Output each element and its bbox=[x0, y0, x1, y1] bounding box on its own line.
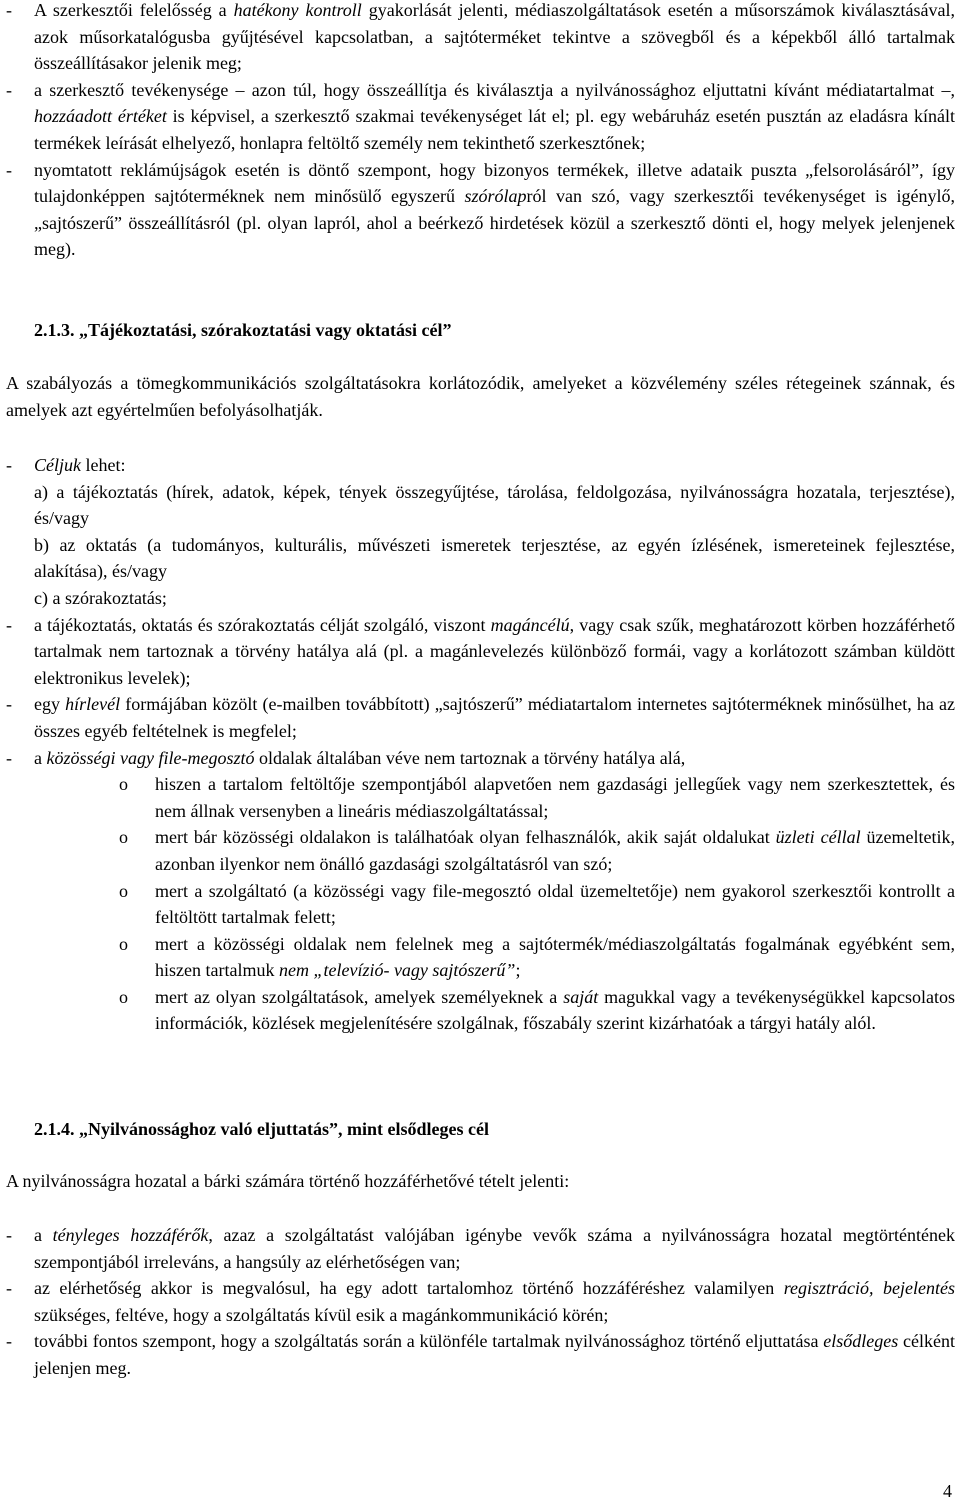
sub-list-item: o hiszen a tartalom feltöltője szempontjából alapvetően nem gazdasági jellegűek vagy nem szerkesztettek, és nem állnak versenyben a lineáris médiaszolgáltatással; bbox=[6, 771, 955, 824]
list-item: - A szerkesztői felelősség a hatékony kontroll gyakorlását jelenti, médiaszolgáltatások esetén a műsorszámok kiválasztásával, azok műsorkatalógusba gyűjtésével kapcsolatban, a sajtóterméket tekintve a szövegből és a képekből álló tartalmak összeállításakor jelenik meg; bbox=[6, 0, 955, 77]
bullet-marker: o bbox=[119, 774, 128, 795]
section-heading-2-1-3: 2.1.3. „Tájékoztatási, szórakoztatási vagy oktatási cél” bbox=[34, 320, 452, 340]
bullet-marker: o bbox=[119, 880, 128, 901]
list-item-a: a) a tájékoztatás (hírek, adatok, képek, tények összegyűjtése, tárolása, feldolgozása, nyilvánosságra hozatala, terjesztése), és/vagy bbox=[34, 481, 955, 529]
paragraph-publication: A nyilvánosságra hozatal a bárki számára történő hozzáférhetővé tételt jelenti: bbox=[6, 1171, 570, 1191]
bullet-list-editorial bbox=[6, 0, 955, 263]
bullet-list-access bbox=[6, 1222, 955, 1382]
bullet-list-purpose bbox=[6, 452, 955, 1037]
bullet-marker: o bbox=[119, 827, 128, 848]
sub-list-item: o mert a közösségi oldalak nem felelnek meg a sajtótermék/médiaszolgáltatás fogalmának egyébként sem, hiszen tartalmuk nem „televízió- vagy sajtószerű”; bbox=[6, 931, 955, 984]
list-item: - Céljuk lehet: bbox=[6, 452, 955, 479]
list-item: - az elérhetőség akkor is megvalósul, ha egy adott tartalomhoz történő hozzáféréshez valamilyen regisztráció, bejelentés szükséges, feltéve, hogy a szolgáltatás kívül esik a magánkommunikáció körén; bbox=[6, 1275, 955, 1328]
list-item: - nyomtatott reklámújságok esetén is döntő szempont, hogy bizonyos termékek, illetve adataik puszta „felsorolásáról”, így tulajdonképpen sajtóterméknek nem minősülő egyszerű szórólapról van szó, vagy szerkesztői tevékenységet is igénylő, „sajtószerű” összeállításról (pl. olyan lapról, ahol a beérkező hirdetések közül a szerkesztő dönti el, hogy melyek jelenjenek meg). bbox=[6, 157, 955, 263]
sub-list-item: o mert bár közösségi oldalakon is találhatóak olyan felhasználók, akik saját oldalukat üzleti céllal üzemeltetik, azonban ilyenkor nem önálló gazdasági szolgáltatásról van szó; bbox=[6, 824, 955, 877]
list-item-c: c) a szórakoztatás; bbox=[34, 587, 167, 608]
page-number: 4 bbox=[943, 1481, 952, 1501]
list-item: - a szerkesztő tevékenysége – azon túl, hogy összeállítja és kiválasztja a nyilvánossághoz eljuttatni kívánt médiatartalmat –, hozzáadott értéket is képvisel, a szerkesztő szakmai tevékenységet lát el; pl. egy webáruház esetén pusztán az eladásra kínált termékek leírását elhelyező, honlapra feltöltő személy nem tekinthető szerkesztőnek; bbox=[6, 77, 955, 157]
list-item-b: b) az oktatás (a tudományos, kulturális, művészeti ismeretek terjesztése, az egyén ízlésének, ismereteinek fejlesztése, alakítása), és/vagy bbox=[34, 534, 955, 582]
sub-list-item: o mert az olyan szolgáltatások, amelyek személyeknek a saját magukkal vagy a tevékenységükkel kapcsolatos információk, közlések megjelenítésére szolgálnak, főszabály szerint kizárhatóak a tárgyi hatály alól. bbox=[6, 984, 955, 1037]
paragraph-scope: A szabályozás a tömegkommunikációs szolgáltatásokra korlátozódik, amelyeket a közvélemény széles rétegeinek szánnak, és amelyek azt egyértelműen befolyásolhatják. bbox=[6, 373, 955, 420]
list-item: - a tényleges hozzáférők, azaz a szolgáltatást valójában igénybe vevők száma a nyilvánosságra hozatal megtörténtének szempontjából irreleváns, a hangsúly az elérhetőségen van; bbox=[6, 1222, 955, 1275]
list-item: - a közösségi vagy file-megosztó oldalak általában véve nem tartoznak a törvény hatálya alá, bbox=[6, 745, 955, 772]
sub-list-item: o mert a szolgáltató (a közösségi vagy file-megosztó oldal üzemeltetője) nem gyakorol szerkesztői kontrollt a feltöltött tartalmak felett; bbox=[6, 878, 955, 931]
bullet-marker: o bbox=[119, 933, 128, 954]
list-item: - további fontos szempont, hogy a szolgáltatás során a különféle tartalmak nyilvánossághoz történő eljuttatása elsődleges célként jelenjen meg. bbox=[6, 1328, 955, 1381]
section-heading-2-1-4: 2.1.4. „Nyilvánossághoz való eljuttatás”, mint elsődleges cél bbox=[34, 1119, 489, 1139]
list-item: - egy hírlevél formájában közölt (e-mailben továbbított) „sajtószerű” médiatartalom internetes sajtóterméknek minősülhet, ha az összes egyéb feltételnek is megfelel; bbox=[6, 691, 955, 744]
bullet-marker: o bbox=[119, 986, 128, 1007]
list-item: - a tájékoztatás, oktatás és szórakoztatás célját szolgáló, viszont magáncélú, vagy csak szűk, meghatározott körben hozzáférhető tartalmak nem tartoznak a törvény hatálya alá (pl. a magánlevelezés különböző formái, vagy a korlátozott számban küldött elektronikus levelek); bbox=[6, 612, 955, 692]
